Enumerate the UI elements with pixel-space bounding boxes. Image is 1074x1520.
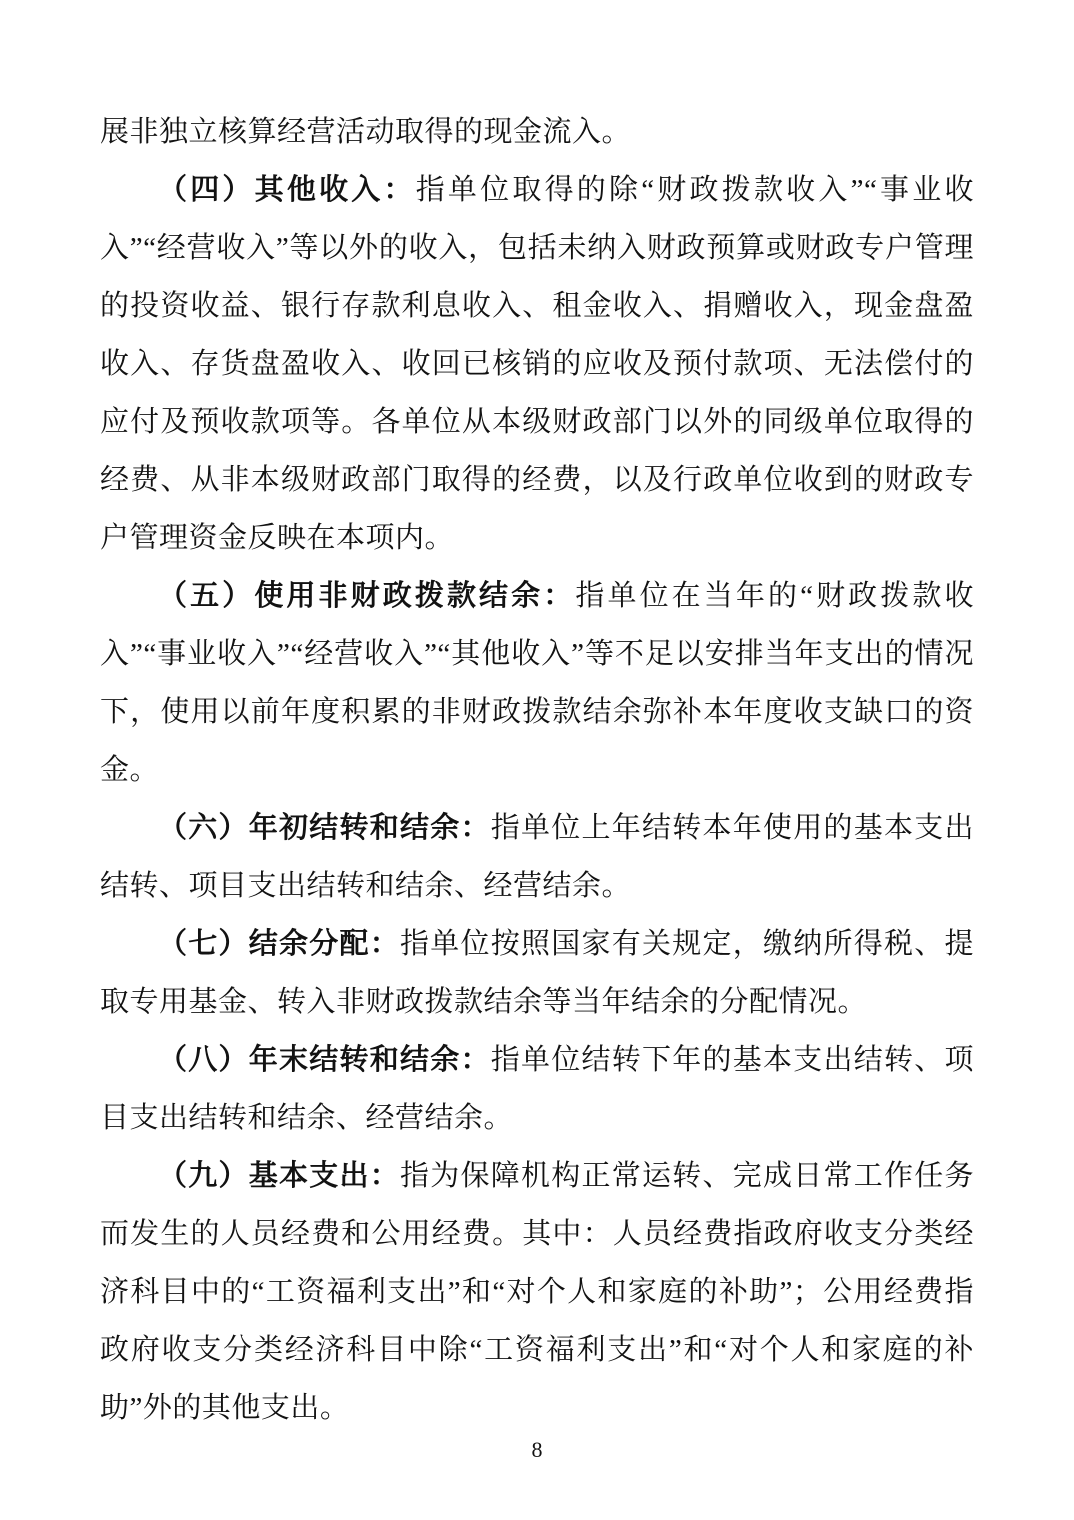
- paragraph-label: （八）年末结转和结余：: [158, 1044, 491, 1076]
- paragraph-label: （九）基本支出：: [158, 1160, 400, 1192]
- paragraph-label: （五）使用非财政拨款结余：: [158, 580, 576, 612]
- paragraph: [100, 103, 974, 161]
- page-number: 8: [531, 1437, 543, 1462]
- paragraph: [100, 1031, 974, 1147]
- paragraph-text: 指单位在当年的“财政拨款收入”“事业收入”“经营收入”“其他收入”等不足以安排当年支出的情况下，使用以前年度积累的非财政拨款结余弥补本年度收支缺口的资金。: [100, 580, 974, 786]
- paragraph: [100, 915, 974, 1031]
- paragraph-text: 指为保障机构正常运转、完成日常工作任务而发生的人员经费和公用经费。其中：人员经费指政府收支分类经济科目中的“工资福利支出”和“对个人和家庭的补助”；公用经费指政府收支分类经济科目中除“工资福利支出”和“对个人和家庭的补助”外的其他支出。: [100, 1160, 974, 1424]
- paragraph-text: 展非独立核算经营活动取得的现金流入。: [100, 116, 632, 148]
- paragraph-text: 指单位上年结转本年使用的基本支出结转、项目支出结转和结余、经营结余。: [100, 812, 974, 902]
- paragraph: [100, 799, 974, 915]
- paragraph: [100, 161, 974, 567]
- paragraph-text: 指单位按照国家有关规定，缴纳所得税、提取专用基金、转入非财政拨款结余等当年结余的分配情况。: [100, 928, 974, 1018]
- paragraph: [100, 1147, 974, 1437]
- paragraph-label: （六）年初结转和结余：: [158, 812, 491, 844]
- paragraph: [100, 567, 974, 799]
- paragraph-label: （七）结余分配：: [158, 928, 400, 960]
- paragraph-text: 指单位取得的除“财政拨款收入”“事业收入”“经营收入”等以外的收入，包括未纳入财政预算或财政专户管理的投资收益、银行存款利息收入、租金收入、捐赠收入，现金盘盈收入、存货盘盈收入、收回已核销的应收及预付款项、无法偿付的应付及预收款项等。各单位从本级财政部门以外的同级单位取得的经费、从非本级财政部门取得的经费，以及行政单位收到的财政专户管理资金反映在本项内。: [100, 174, 974, 554]
- paragraph-text: 指单位结转下年的基本支出结转、项目支出结转和结余、经营结余。: [100, 1044, 974, 1134]
- paragraph-label: （四）其他收入：: [158, 174, 416, 206]
- document-body: [100, 103, 974, 1437]
